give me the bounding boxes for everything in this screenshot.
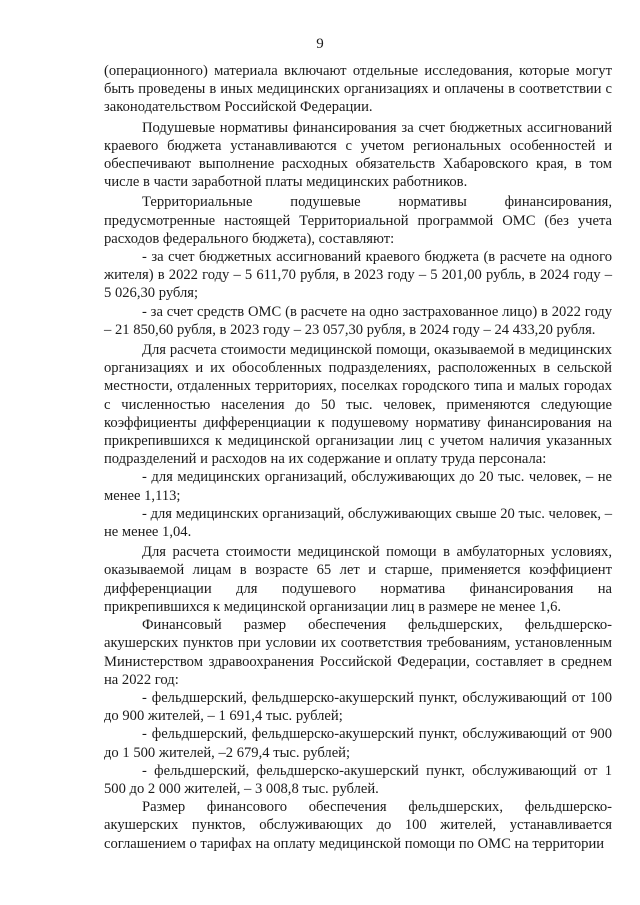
list-item: - за счет бюджетных ассигнований краевого бюджета (в расчете на одного жителя) в 2022 году – 5 611,70 рубля, в 2023 году – 5 201,00 рубль, в 2024 году – 5 026,30 рубля; [104, 249, 612, 302]
list-item: - фельдшерский, фельдшерско-акушерский пункт, обслуживающий от 900 до 1 500 жителей, –2 679,4 тыс. рублей; [104, 726, 612, 761]
list-item: - фельдшерский, фельдшерско-акушерский пункт, обслуживающий от 100 до 900 жителей, – 1 691,4 тыс. рублей; [104, 689, 612, 725]
paragraph: Для расчета стоимости медицинской помощи, оказываемой в медицинских организациях и их обособленных подразделениях, расположенных в сельской местности, отдаленных территориях, поселках городского типа и малых городах с численностью населения до 50 тыс. человек, применяются следующие коэффициенты дифференциации к подушевому нормативу финансирования на прикрепившихся к медицинской организации лиц с учетом наличия указанных подразделений и расходов на их содержание и оплату труда персонала: [104, 342, 612, 468]
paragraph: Подушевые нормативы финансирования за счет бюджетных ассигнований краевого бюджета устанавливаются с учетом региональных особенностей и обеспечивают выполнение расходных обязательств Хабаровского края, в том числе в части заработной платы медицинских работников. [104, 119, 612, 191]
list-item: - за счет средств ОМС (в расчете на одно застрахованное лицо) в 2022 году – 21 850,60 рубля, в 2023 году – 23 057,30 рубля, в 2024 году – 24 433,20 рубля. [104, 303, 612, 338]
paragraph: Для расчета стоимости медицинской помощи в амбулаторных условиях, оказываемой лицам в возрасте 65 лет и старше, применяется коэффициент дифференциации для подушевого норматива финансирования на прикрепившихся к медицинской организации лиц в размере не менее 1,6. [104, 544, 612, 615]
paragraph: Финансовый размер обеспечения фельдшерских, фельдшерско-акушерских пунктов при условии их соответствия требованиям, установленным Министерством здравоохранения Российской Федерации, составляет в среднем на 2022 год: [104, 617, 612, 688]
list-item: - для медицинских организаций, обслуживающих до 20 тыс. человек, – не менее 1,113; [104, 469, 612, 504]
list-item: - фельдшерский, фельдшерско-акушерский пункт, обслуживающий от 1 500 до 2 000 жителей, – 3 008,8 тыс. рублей. [104, 762, 612, 797]
paragraph: Территориальные подушевые нормативы финансирования, предусмотренные настоящей Территориальной программой ОМС (без учета расходов федерального бюджета), составляют: [104, 194, 612, 247]
paragraph: Размер финансового обеспечения фельдшерских, фельдшерско-акушерских пунктов, обслуживающих до 100 жителей, устанавливается соглашением о тарифах на оплату медицинской помощи по ОМС на территории [104, 799, 612, 852]
page-number: 9 [316, 36, 324, 52]
paragraph: (операционного) материала включают отдельные исследования, которые могут быть проведены в иных медицинских организациях и оплачены в соответствии с законодательством Российской Федерации. [104, 63, 612, 116]
list-item: - для медицинских организаций, обслуживающих свыше 20 тыс. человек, – не менее 1,04. [104, 505, 612, 541]
document-body [104, 62, 612, 853]
